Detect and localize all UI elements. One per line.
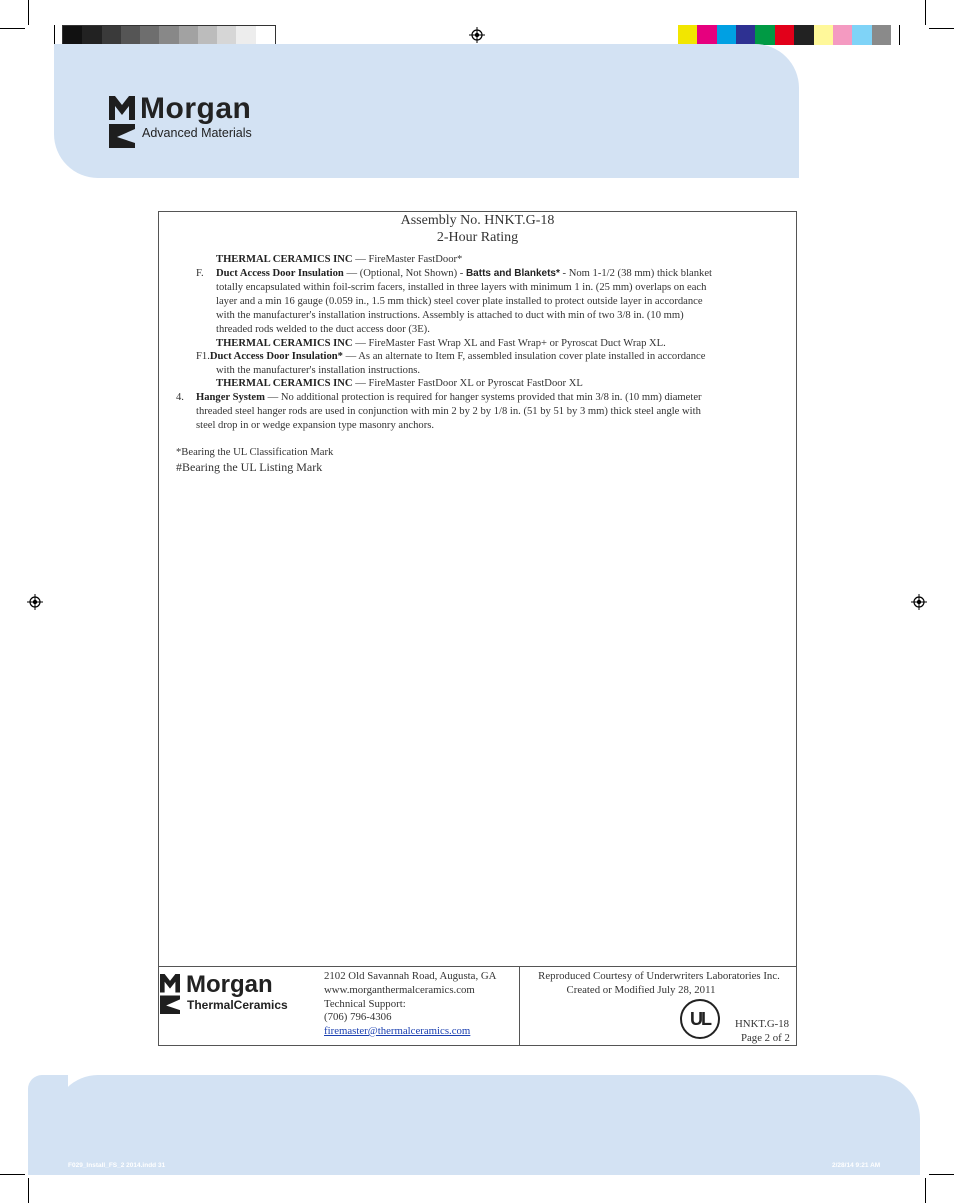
doc-id: HNKT.G-18 <box>735 1018 790 1030</box>
item-f-heading: Duct Access Door Insulation <box>216 268 344 279</box>
item-4-text: steel drop in or wedge expansion type masonry anchors. <box>196 420 435 431</box>
item-f-line <box>216 267 712 281</box>
item-f1-line <box>196 350 705 364</box>
crop-mark <box>28 0 29 25</box>
swatch <box>697 25 716 45</box>
manufacturer-name: THERMAL CERAMICS INC <box>216 254 353 265</box>
page-number: Page 2 of 2 <box>741 1032 790 1044</box>
swatch <box>872 25 891 45</box>
item-f1-heading: Duct Access Door Insulation* <box>209 351 343 362</box>
item-f-text: with the manufacturer's installation instructions. Assembly is attached to duct with min of two 3/8 in. (10 mm) <box>216 310 684 321</box>
footer-brand-name: Morgan <box>186 971 273 998</box>
crop-mark <box>0 1174 25 1175</box>
item-4-heading: Hanger System <box>196 392 265 403</box>
swatch <box>256 26 275 46</box>
manufacturer-name: THERMAL CERAMICS INC <box>216 338 353 349</box>
crop-mark <box>28 1178 29 1203</box>
footer-divider <box>519 966 520 1046</box>
swatch <box>236 26 255 46</box>
mfr-line <box>216 377 583 391</box>
color-bar <box>678 25 891 45</box>
item-f-label: F. <box>196 268 204 279</box>
item-4-text: threaded steel hanger rods are used in conjunction with min 2 by 2 by 1/8 in. (51 by 51 by 3 mm) thick steel angle with <box>196 406 701 417</box>
date-slug: 2/28/14 9:21 AM <box>832 1162 881 1169</box>
grayscale-bar <box>62 25 276 45</box>
crop-mark <box>54 25 55 45</box>
ul-logo-text: UL <box>690 1008 710 1029</box>
rating-subtitle: 2-Hour Rating <box>436 230 519 245</box>
crop-mark <box>899 25 900 45</box>
swatch <box>198 26 217 46</box>
swatch <box>63 26 82 46</box>
swatch <box>179 26 198 46</box>
item-4-line <box>196 391 702 405</box>
file-slug: F029_Install_FS_2 2014.indd 31 <box>68 1162 166 1169</box>
modified-line: Created or Modified July 28, 2011 <box>566 984 716 996</box>
crop-mark <box>925 1178 926 1203</box>
swatch <box>678 25 697 45</box>
brand-name: Morgan <box>140 92 252 125</box>
product-text: — FireMaster FastDoor XL or Pyroscat FastDoor XL <box>352 378 583 389</box>
footer-support-label: Technical Support: <box>324 998 406 1010</box>
item-f-text: - Nom 1-1/2 (38 mm) thick blanket <box>559 268 712 279</box>
footer-email-link[interactable]: firemaster@thermalceramics.com <box>324 1025 471 1037</box>
swatch <box>736 25 755 45</box>
footer-phone: (706) 796-4306 <box>324 1011 392 1023</box>
swatch <box>121 26 140 46</box>
swatch <box>140 26 159 46</box>
morgan-logo-icon <box>109 96 135 148</box>
swatch <box>852 25 871 45</box>
swatch <box>159 26 178 46</box>
crop-mark <box>0 28 25 29</box>
listing-note: #Bearing the UL Listing Mark <box>176 460 323 474</box>
footer-website[interactable]: www.morganthermalceramics.com <box>324 984 475 996</box>
item-f-material: Batts and Blankets* <box>465 268 560 279</box>
product-text: — FireMaster Fast Wrap XL and Fast Wrap+ or Pyroscat Duct Wrap XL. <box>352 338 666 349</box>
crop-mark <box>929 1174 954 1175</box>
ul-logo-icon <box>680 999 720 1039</box>
footer-sub-brand: ThermalCeramics <box>187 998 288 1012</box>
crop-mark <box>929 28 954 29</box>
registration-mark-icon <box>911 594 927 610</box>
item-f-optional: — (Optional, Not Shown) - <box>343 268 466 279</box>
swatch <box>794 25 813 45</box>
item-f1-text: — As an alternate to Item F, assembled insulation cover plate installed in accordance <box>342 351 706 362</box>
assembly-title: Assembly No. HNKT.G-18 <box>400 213 555 228</box>
footer-band <box>54 1075 920 1175</box>
brand-tagline: Advanced Materials <box>142 126 252 140</box>
item-f-text: threaded rods welded to the duct access door (3E). <box>216 324 430 335</box>
swatch <box>833 25 852 45</box>
item-4-text: — No additional protection is required for hanger systems provided that min 3/8 in. (10 mm) diameter <box>264 392 702 403</box>
manufacturer-name: THERMAL CERAMICS INC <box>216 378 353 389</box>
morgan-logo-icon <box>160 972 180 1016</box>
swatch <box>217 26 236 46</box>
registration-mark-icon <box>27 594 43 610</box>
mfr-line <box>216 337 666 351</box>
product-text: — FireMaster FastDoor* <box>352 254 463 265</box>
swatch <box>814 25 833 45</box>
mfr-line <box>216 253 462 267</box>
swatch <box>717 25 736 45</box>
swatch <box>102 26 121 46</box>
item-f-text: totally encapsulated within foil-scrim facers, installed in three layers with minimum 1 in. (25 mm) overlaps on each <box>216 282 707 293</box>
swatch <box>82 26 101 46</box>
swatch <box>775 25 794 45</box>
crop-mark <box>925 0 926 25</box>
swatch <box>755 25 774 45</box>
item-f1-label: F1. <box>196 351 210 362</box>
item-f-text: layer and a min 16 gauge (0.059 in., 1.5 mm thick) steel cover plate installed to protect outside layer in accordance <box>216 296 703 307</box>
registration-mark-icon <box>469 27 485 43</box>
courtesy-line: Reproduced Courtesy of Underwriters Laboratories Inc. <box>538 970 780 982</box>
footer-address: 2102 Old Savannah Road, Augusta, GA <box>324 970 497 982</box>
item-4-label: 4. <box>176 392 184 403</box>
item-f1-text: with the manufacturer's installation instructions. <box>216 365 421 376</box>
classification-note: *Bearing the UL Classification Mark <box>176 447 334 458</box>
